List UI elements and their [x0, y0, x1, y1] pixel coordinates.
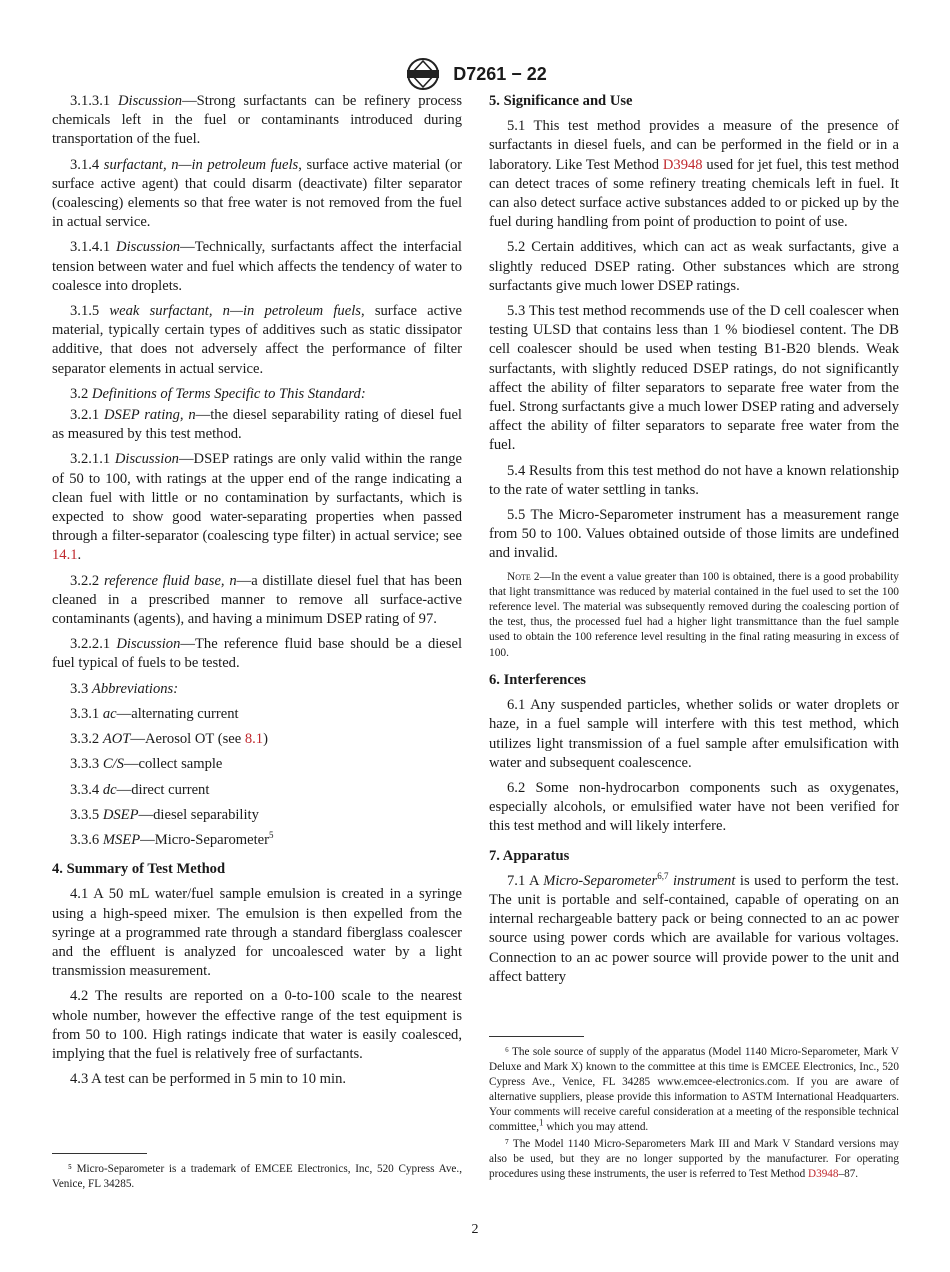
para-3-1-4-1: 3.1.4.1 Discussion—Technically, surfactants affect the interfacial tension between water and fuel which affects the tendency of water to coalesce into droplets.	[52, 239, 462, 294]
para-5-2: 5.2 Certain additives, which can act as weak surfactants, give a slightly reduced DSEP rating. Other substances which are strong surfactants give much lower DSEP ratings.	[489, 239, 899, 294]
para-3-1-5: 3.1.5 weak surfactant, n—in petroleum fuels, surface active material, typically certain types of additives such as static dissipator additive, that does not adversely affect the performance of filter separator elements in actual service.	[52, 303, 463, 377]
link-14-1[interactable]: 14.1	[52, 547, 78, 564]
section-4-heading: 4. Summary of Test Method	[52, 861, 226, 878]
para-5-5: 5.5 The Micro-Separometer instrument has a measurement range from 50 to 100. Values obtained outside of those limits are undefined and invalid.	[489, 507, 899, 562]
para-3-2-1: 3.2.1 DSEP rating, n—the diesel separability rating of diesel fuel as measured by this test method.	[52, 407, 462, 443]
para-3-1-3-1: 3.1.3.1 Discussion—Strong surfactants can be refinery process chemicals left in the fuel or contaminants introduced during transportation of the fuel.	[52, 93, 462, 148]
footnote-5: ⁵ Micro-Separometer is a trademark of EMCEE Electronics, Inc, 520 Cypress Ave., Venice, FL 34285.	[52, 1163, 462, 1190]
footnotes-left	[52, 1162, 462, 1194]
abbr-dc: 3.3.4 dc—direct current	[70, 781, 210, 798]
page-header	[0, 56, 950, 92]
section-5-heading: 5. Significance and Use	[489, 93, 633, 109]
note-2: Note 2—In the event a value greater than 100 is obtained, there is a good probability that light transmittance was reduced by material contained in the fuel used to set the 100 reference level. The material was subsequently removed during the coalescing portion of the test, thus, the processed fuel had a higher light transmittance than the fuel sample used to obtain the 100 reference level resulting in the final rating measuring in excess of 100.	[489, 570, 899, 659]
para-5-4: 5.4 Results from this test method do not have a known relationship to the rate of water settling in tanks.	[489, 462, 899, 498]
para-4-1: 4.1 A 50 mL water/fuel sample emulsion is created in a syringe using a high-speed mixer. The emulsion is then expelled from the syringe at a programmed rate through a standard fiberglass coalescer and the effluent is analyzed for uncoalesced water by a light transmission measurement.	[52, 886, 462, 980]
para-3-3: 3.3 Abbreviations:	[70, 680, 179, 697]
footnote-rule-right	[489, 1036, 584, 1037]
para-3-2-2: 3.2.2 reference fluid base, n—a distillate diesel fuel that has been cleaned in a prescribed manner to remove all surface-active contaminants (agents), and having a minimum DSEP rating of 97.	[52, 572, 462, 628]
link-d3948[interactable]: D3948	[662, 156, 703, 173]
para-4-2: 4.2 The results are reported on a 0-to-100 scale to the nearest whole number, however the effective range of the test equipment is from 50 to 100. High ratings indicate that water is easily coalesced, implying that the fuel is relatively free of surfactants.	[52, 988, 462, 1062]
link-d3948-footnote[interactable]: D3948	[808, 1168, 839, 1180]
page-number: 2	[471, 1222, 479, 1237]
standard-designation: D7261 − 22	[453, 63, 547, 84]
section-6-heading: 6. Interferences	[489, 671, 586, 688]
right-column	[489, 92, 899, 993]
para-4-3: 4.3 A test can be performed in 5 min to 10 min.	[70, 1071, 347, 1088]
para-3-2: 3.2 Definitions of Terms Specific to This Standard:	[70, 385, 366, 402]
footnote-6: ⁶ The sole source of supply of the apparatus (Model 1140 Micro-Separometer, Mark V Deluxe and Mark X) known to the committee at this time is EMCEE Electronics, Inc., 520 Cypress Ave., Venice, FL 34285 www.emcee-electronics.com. If you are aware of alternative suppliers, please provide this information to ASTM International Headquarters. Your comments will receive careful consideration at a meeting of the responsible technical committee,$^1$ which you may attend.	[489, 1046, 899, 1133]
astm-logo-icon	[403, 56, 443, 92]
para-3-2-2-1: 3.2.2.1 Discussion—The reference fluid base should be a diesel fuel typical of fuels to be tested.	[52, 636, 462, 672]
footnotes-right	[489, 1045, 899, 1184]
para-3-1-4: 3.1.4 surfactant, n—in petroleum fuels, surface active material (or surface active agent) that could disarm (deactivate) filter separator (coalescing) elements so that free water is not removed from the fuel in actual service.	[52, 156, 462, 231]
para-6-1: 6.1 Any suspended particles, whether solids or water droplets or haze, in a fuel sample will interfere with this test method, which utilizes light transmission of a fuel sample after emulsification with water and subsequent coalescence.	[489, 697, 899, 771]
abbr-ac: 3.3.1 ac—alternating current	[70, 705, 239, 722]
footnote-rule-left	[52, 1153, 147, 1154]
para-5-1: 5.1 This test method provides a measure of the presence of surfactants in diesel fuels, and can be performed in the field or in a laboratory. Like Test Method D3948 used for jet fuel, this test method can detect traces of some refinery treating chemicals left in fuel. It can also detect surface active substances added to or picked up by the fuel during handling from point of production to point of use.	[489, 118, 900, 231]
abbr-aot: 3.3.2 AOT—Aerosol OT (see 8.1)	[70, 731, 268, 748]
para-5-3: 5.3 This test method recommends use of the D cell coalescer when testing ULSD that contains less than 1 % biodiesel content. The DB cell coalescer should be used when testing B1-B20 blends. Weak surfactants, with slightly reduced DSEP ratings, do not significantly affect the ability of filter separators to separate free water from the fuel. Strong surfactants give a much lower DSEP rating and adversely affect the ability of filter separators to separate free water from the fuel.	[489, 303, 899, 454]
link-8-1[interactable]: 8.1	[244, 731, 264, 748]
left-column	[52, 92, 462, 1095]
section-7-heading: 7. Apparatus	[489, 847, 570, 864]
footnote-7: ⁷ The Model 1140 Micro-Separometers Mark III and Mark V Standard versions may also be used, but they are no longer supported by the manufacturer. For operating procedures using these instruments, the user is referred to Test Method D3948–87.	[489, 1138, 899, 1180]
abbr-cs: 3.3.3 C/S—collect sample	[70, 756, 223, 773]
para-3-2-1-1: 3.2.1.1 Discussion—DSEP ratings are only valid within the range of 50 to 100, with ratings at the upper end of the range indicating a clean fuel with little or no contamination by surfactants, which is expected to show good water-separating properties when passed through a filter-separator (coalescing type filter) in actual service; see 14.1.	[52, 451, 462, 564]
abbr-dsep: 3.3.5 DSEP—diesel separability	[70, 806, 259, 823]
para-7-1: 7.1 A Micro-Separometer$^{6,7}$ instrument is used to perform the test. The unit is portable and self-contained, capable of operating on an internal rechargeable battery pack or being connected to an ac power source using power cords which are available for various voltages. Connection to an ac power source will provide power to the unit and affect battery	[489, 870, 899, 985]
para-6-2: 6.2 Some non-hydrocarbon components such as oxygenates, especially alcohols, or emulsified water have not been verified for this test method and will likely interfere.	[489, 779, 899, 835]
abbr-msep: 3.3.6 MSEP—Micro-Separometer$^5$	[70, 830, 274, 848]
